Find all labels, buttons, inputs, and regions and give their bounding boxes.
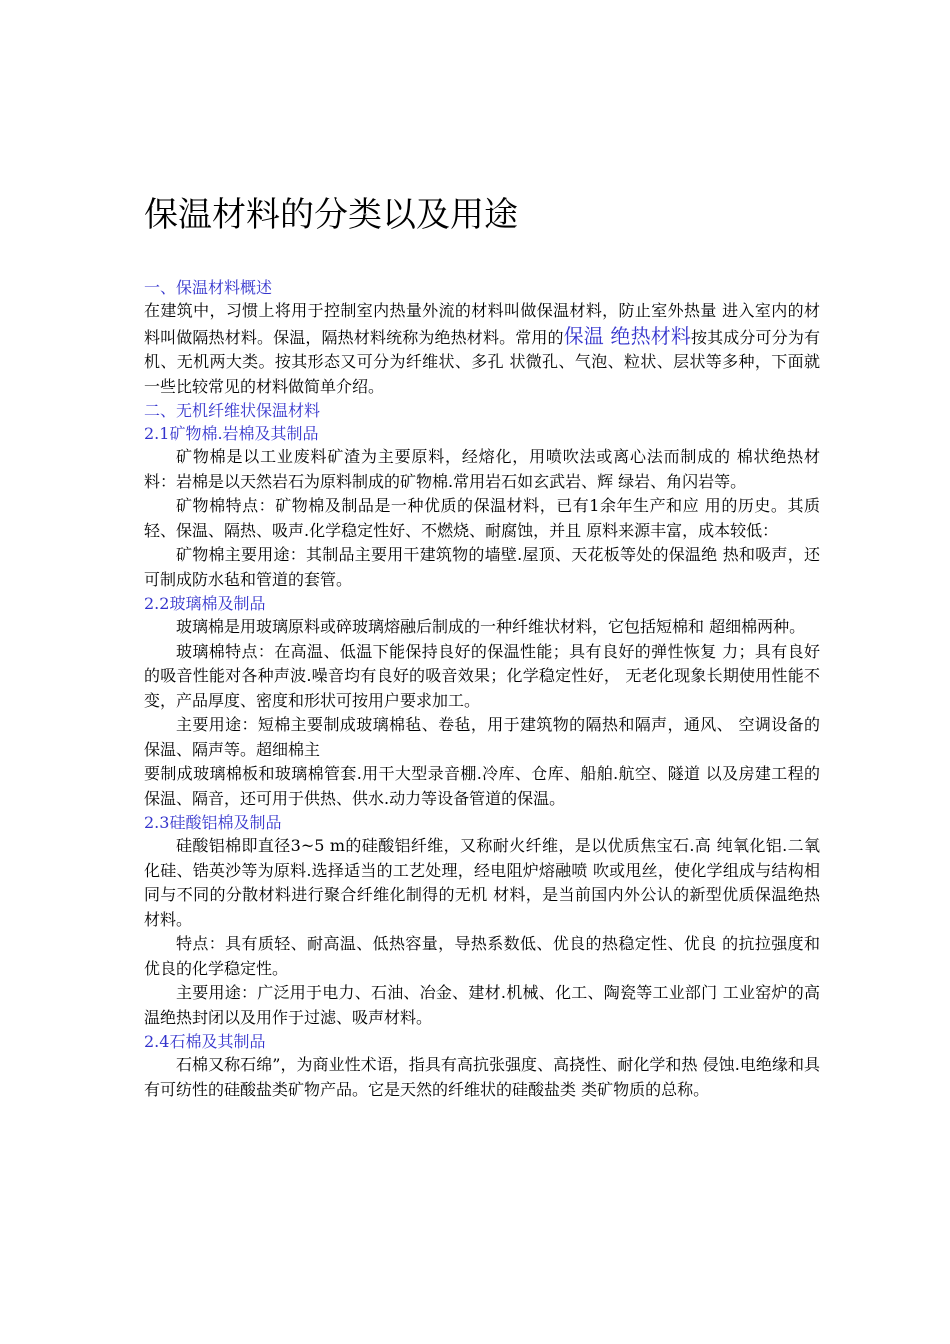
paragraph-mineral-wool-features: 矿物棉特点：矿物棉及制品是一种优质的保温材料，已有1余年生产和应 用的历史。其质轻、保温、隔热、吸声.化学稳定性好、不燃烧、耐腐蚀，并且 原料来源丰富，成本较低： <box>144 496 820 540</box>
heading-overview: 一、保温材料概述 <box>144 278 273 297</box>
document-title: 保温材料的分类以及用途 <box>144 195 518 235</box>
paragraph-glass-wool-uses: 主要用途：短棉主要制成玻璃棉毡、卷毡，用于建筑物的隔热和隔声，通风、 空调设备的保温、隔声等。超细棉主 <box>144 715 820 759</box>
paragraph-aluminum-silicate-uses: 主要用途：广泛用于电力、石油、冶金、建材.机械、化工、陶瓷等工业部门 工业窑炉的高温绝热封闭以及用作于过滤、吸声材料。 <box>144 983 820 1027</box>
heading-aluminum-silicate: 2.3硅酸铝棉及制品 <box>144 813 282 832</box>
paragraph-overview-text-b: 按其成分可分为有机、无机两大类。按其形态又可分为纤维状、多孔 状微孔、气泡、粒状、层状等多种，下面就一些比较常见的材料做简单介绍。 <box>144 327 820 396</box>
heading-glass-wool: 2.2玻璃棉及制品 <box>144 594 266 613</box>
paragraph-overview <box>144 299 820 399</box>
paragraph-mineral-wool-intro: 矿物棉是以工业废料矿渣为主要原料，经熔化，用喷吹法或离心法而制成的 棉状绝热材料：岩棉是以天然岩石为原料制成的矿物棉.常用岩石如玄武岩、辉 绿岩、角闪岩等。 <box>144 447 820 491</box>
paragraph-aluminum-silicate-features: 特点：具有质轻、耐高温、低热容量，导热系数低、优良的热稳定性、优良 的抗拉强度和优良的化学稳定性。 <box>144 934 820 978</box>
paragraph-glass-wool-intro: 玻璃棉是用玻璃原料或碎玻璃熔融后制成的一种纤维状材料，它包括短棉和 超细棉两种。 <box>176 617 806 636</box>
heading-asbestos: 2.4石棉及其制品 <box>144 1032 266 1051</box>
paragraph-aluminum-silicate-intro: 硅酸铝棉即直径3~5 m的硅酸铝纤维，又称耐火纤维，是以优质焦宝石.高 纯氧化铝.二氧化硅、锆英沙等为原料.选择适当的工艺处理，经电阻炉熔融喷 吹或甩丝，使化学组成与结构相同与不同的分散材料进行聚合纤维化制得的无机 材料，是当前国内外公认的新型优质保温绝热材料。 <box>144 836 820 929</box>
heading-inorganic-fiber: 二、无机纤维状保温材料 <box>144 401 321 420</box>
paragraph-mineral-wool-uses: 矿物棉主要用途：其制品主要用干建筑物的墙壁.屋顶、天花板等处的保温绝 热和吸声，还可制成防水毡和管道的套管。 <box>144 545 820 589</box>
paragraph-asbestos-intro: 石棉又称石绵”，为商业性术语，指具有高抗张强度、高挠性、耐化学和热 侵蚀.电绝缘和具有可纺性的硅酸盐类矿物产品。它是天然的纤维状的硅酸盐类 类矿物质的总称。 <box>144 1055 820 1099</box>
heading-mineral-wool: 2.1矿物棉.岩棉及其制品 <box>144 424 319 443</box>
insulation-link[interactable]: 保温 绝热材料 <box>563 323 691 348</box>
paragraph-glass-wool-uses-cont: 要制成玻璃棉板和玻璃棉管套.用干大型录音棚.冷库、仓库、船舶.航空、隧道 以及房建工程的保温、隔音，还可用于供热、供水.动力等设备管道的保温。 <box>144 764 820 808</box>
paragraph-glass-wool-features: 玻璃棉特点：在高温、低温下能保持良好的保温性能；具有良好的弹性恢复 力；具有良好的吸音性能对各种声波.噪音均有良好的吸音效果；化学稳定性好， 无老化现象长期使用性能不变，产品厚度、密度和形状可按用户要求加工。 <box>144 641 820 710</box>
paragraph-overview-text-a: 在建筑中，习惯上将用于控制室内热量外流的材料叫做保温材料，防止室外热量 进入室内的材料叫做隔热材料。保温，隔热材料统称为绝热材料。常用的 <box>144 301 820 347</box>
document-body <box>144 276 820 1102</box>
